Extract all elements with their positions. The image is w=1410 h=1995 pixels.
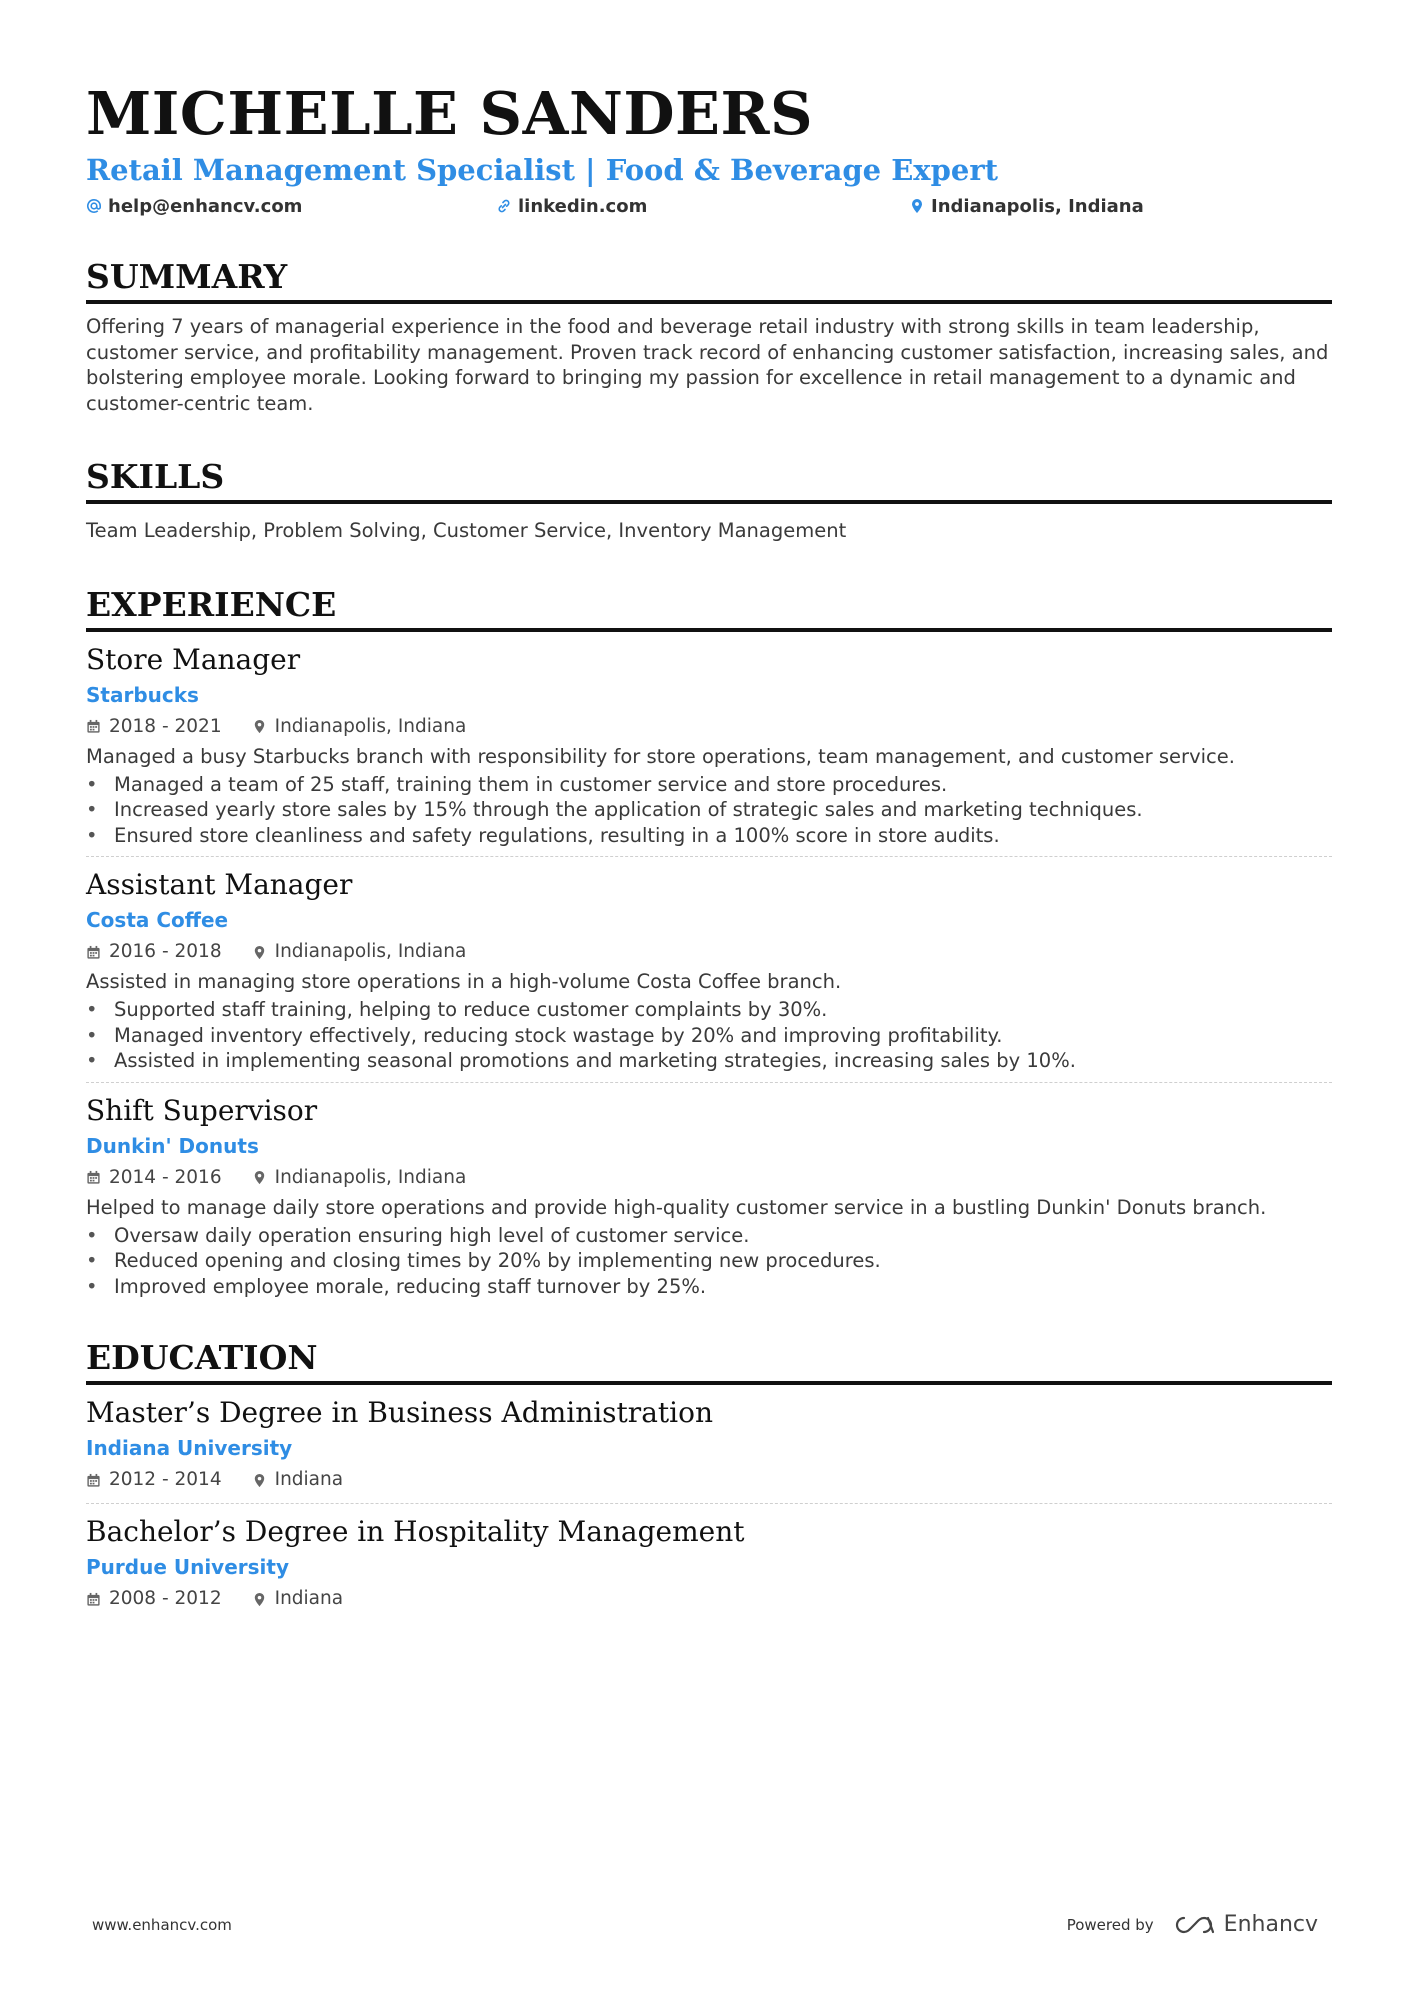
degree-title: Master’s Degree in Business Administration	[86, 1396, 713, 1429]
experience-bullet: • Increased yearly store sales by 15% through the application of strategic sales and marketing techniques.	[86, 797, 1332, 823]
education-location-text: Indiana	[274, 1588, 344, 1609]
calendar-icon	[86, 1170, 101, 1185]
job-location	[252, 937, 467, 967]
job-dates	[86, 937, 222, 967]
email-text: help@enhancv.com	[108, 195, 303, 217]
location-text: Indianapolis, Indiana	[931, 195, 1144, 217]
job-meta	[86, 1163, 1332, 1193]
experience-section	[86, 584, 1332, 1308]
company-name: Dunkin' Donuts	[86, 1133, 259, 1158]
job-meta	[86, 712, 1332, 742]
education-dates-text: 2008 - 2012	[109, 1588, 222, 1609]
experience-bullet: • Assisted in implementing seasonal promotions and marketing strategies, increasing sales by 10%.	[86, 1048, 1332, 1074]
job-description: Helped to manage daily store operations and provide high-quality customer service in a bustling Dunkin' Donuts branch.	[86, 1195, 1267, 1219]
education-location-text: Indiana	[274, 1469, 344, 1490]
calendar-icon	[86, 945, 101, 960]
job-location-text: Indianapolis, Indiana	[274, 1166, 467, 1188]
education-dates	[86, 1465, 222, 1495]
education-meta	[86, 1584, 1332, 1614]
education-section	[86, 1337, 1332, 1622]
skills-section	[86, 456, 1332, 544]
candidate-name: MICHELLE SANDERS	[86, 79, 814, 148]
job-description: Assisted in managing store operations in a high-volume Costa Coffee branch.	[86, 970, 842, 993]
contact-email[interactable]	[86, 196, 496, 217]
education-location	[252, 1584, 343, 1614]
job-location-text: Indianapolis, Indiana	[274, 941, 467, 962]
calendar-icon	[86, 1473, 101, 1488]
job-bullets	[86, 1223, 1332, 1300]
education-title: EDUCATION	[86, 1337, 1332, 1385]
skills-text: Team Leadership, Problem Solving, Customer Service, Inventory Management	[86, 519, 847, 542]
experience-bullet: • Managed inventory effectively, reducing stock wastage by 20% and improving profitability.	[86, 1023, 1332, 1049]
education-entry	[86, 1385, 1332, 1503]
school-name: Purdue University	[86, 1555, 289, 1579]
job-title: Assistant Manager	[86, 868, 353, 901]
enhancv-brand-text: Enhancv	[1223, 1912, 1318, 1937]
education-meta	[86, 1465, 1332, 1495]
job-meta	[86, 937, 1332, 967]
experience-bullet: • Improved employee morale, reducing staff turnover by 25%.	[86, 1274, 1332, 1300]
powered-by-label: Powered by	[1066, 1915, 1154, 1934]
job-bullets	[86, 772, 1332, 849]
job-dates-text: 2018 - 2021	[109, 715, 222, 737]
job-dates-text: 2014 - 2016	[109, 1166, 222, 1188]
contact-row	[86, 192, 1332, 220]
education-dates	[86, 1584, 222, 1614]
enhancv-logo[interactable]	[1172, 1912, 1318, 1937]
summary-title: SUMMARY	[86, 256, 1332, 304]
calendar-icon	[86, 1592, 101, 1607]
location-pin-icon	[252, 1170, 267, 1185]
summary-text: Offering 7 years of managerial experience in the food and beverage retail industry with strong skills in team leadership, customer service, and profitability management. Proven track record of enhancing customer satisfaction, increasing sales, and bolstering employee morale. Looking forward to bringing my passion for excellence in retail management to a dynamic and customer-centric team.	[86, 315, 1329, 415]
experience-bullet: • Oversaw daily operation ensuring high level of customer service.	[86, 1223, 1332, 1249]
education-entry	[86, 1503, 1332, 1622]
experience-bullet: • Supported staff training, helping to reduce customer complaints by 30%.	[86, 997, 1332, 1023]
link-icon	[496, 198, 512, 214]
degree-title: Bachelor’s Degree in Hospitality Management	[86, 1515, 745, 1548]
page-footer	[92, 1912, 1318, 1937]
job-description: Managed a busy Starbucks branch with responsibility for store operations, team management, and customer service.	[86, 744, 1235, 768]
experience-entry	[86, 1082, 1332, 1308]
location-pin-icon	[252, 1473, 267, 1488]
job-dates	[86, 1163, 222, 1193]
resume-header	[86, 78, 1332, 220]
experience-entry	[86, 632, 1332, 857]
summary-section	[86, 256, 1332, 416]
education-dates-text: 2012 - 2014	[109, 1469, 222, 1490]
location-pin-icon	[252, 1592, 267, 1607]
location-pin-icon	[252, 719, 267, 734]
job-location	[252, 1163, 467, 1193]
experience-bullet: • Reduced opening and closing times by 20% by implementing new procedures.	[86, 1248, 1332, 1274]
experience-list	[86, 632, 1332, 1308]
company-name: Starbucks	[86, 682, 199, 707]
job-title: Shift Supervisor	[86, 1093, 318, 1127]
experience-entry	[86, 856, 1332, 1082]
job-bullets	[86, 997, 1332, 1074]
at-icon	[86, 198, 102, 214]
location-pin-icon	[909, 198, 925, 214]
job-dates	[86, 712, 222, 742]
skills-title: SKILLS	[86, 456, 1332, 504]
experience-title: EXPERIENCE	[86, 584, 1332, 632]
contact-location	[909, 196, 1144, 217]
education-list	[86, 1385, 1332, 1622]
job-location-text: Indianapolis, Indiana	[274, 715, 467, 737]
job-dates-text: 2016 - 2018	[109, 941, 222, 962]
job-title: Store Manager	[86, 642, 301, 676]
school-name: Indiana University	[86, 1436, 293, 1460]
education-location	[252, 1465, 343, 1495]
enhancv-logo-icon	[1172, 1914, 1216, 1936]
footer-website[interactable]: www.enhancv.com	[92, 1915, 232, 1934]
experience-bullet: • Managed a team of 25 staff, training them in customer service and store procedures.	[86, 772, 1332, 798]
powered-by	[1067, 1912, 1318, 1937]
linkedin-text: linkedin.com	[518, 195, 648, 217]
company-name: Costa Coffee	[86, 908, 229, 932]
calendar-icon	[86, 719, 101, 734]
location-pin-icon	[252, 945, 267, 960]
job-location	[252, 712, 467, 742]
candidate-headline: Retail Management Specialist | Food & Beverage Expert	[86, 153, 998, 187]
experience-bullet: • Ensured store cleanliness and safety regulations, resulting in a 100% score in store audits.	[86, 823, 1332, 849]
contact-linkedin[interactable]	[496, 196, 909, 217]
